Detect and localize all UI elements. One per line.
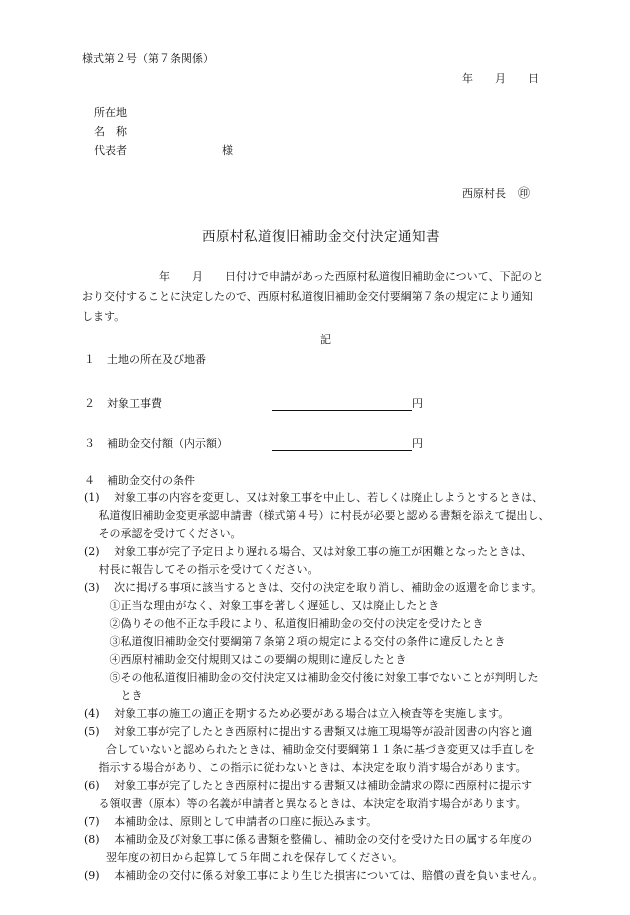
condition-line: 指示する場合があり、この指示に従わないときは、本決定を取り消す場合があります。 xyxy=(84,761,527,774)
item-4-number: ４ xyxy=(84,474,95,487)
honorific: 様 xyxy=(222,144,233,157)
condition-line: 翌年度の初日から起算して５年間これを保存してください。 xyxy=(84,851,403,864)
item-1-label: 土地の所在及び地番 xyxy=(107,353,206,366)
condition-line: (2) 対象工事が完了予定日より遅れる場合、又は対象工事の施工が困難となったときは、 xyxy=(84,545,533,558)
condition-line: (4) 対象工事の施工の適正を期するため必要がある場合は立入検査等を実施します。 xyxy=(84,707,510,720)
intro-line-1: 年 月 日付けで申請があった西原村私道復旧補助金について、下記のと xyxy=(82,270,544,283)
sender-block xyxy=(462,186,530,201)
item-2-number: ２ xyxy=(84,397,95,410)
item-2-amount-line xyxy=(272,397,412,411)
intro-line-2: おり交付することに決定したので、西原村私道復旧補助金交付要綱第７条の規定により通知 xyxy=(82,290,533,303)
condition-line: (6) 対象工事が完了したとき西原村に提出する書類又は補助金請求の際に西原村に提示す xyxy=(84,779,533,792)
item-2 xyxy=(84,396,162,411)
form-number: 様式第２号（第７条関係） xyxy=(82,52,214,65)
item-3 xyxy=(84,436,228,451)
item-3-unit: 円 xyxy=(412,437,423,450)
representative-label: 代表者 xyxy=(94,144,127,157)
condition-line: ⑤その他私道復旧補助金の交付決定又は補助金交付後に対象工事でないことが判明した xyxy=(84,671,539,684)
item-3-label: 補助金交付額（内示額） xyxy=(107,437,228,450)
address-label: 所在地 xyxy=(94,106,127,119)
condition-line: ④西原村補助金交付規則又はこの要綱の規則に違反したとき xyxy=(84,653,407,666)
item-2-amount xyxy=(272,396,423,411)
item-2-unit: 円 xyxy=(412,397,423,410)
condition-line: ①正当な理由がなく、対象工事を著しく遅延し、又は廃止したとき xyxy=(84,599,440,612)
condition-line: ③私道復旧補助金交付要綱第７条第２項の規定による交付の条件に違反したとき xyxy=(84,635,506,648)
intro-line-3: します。 xyxy=(82,310,126,323)
condition-line: 村長に報告してその指示を受けてください。 xyxy=(84,563,319,576)
condition-line: とき xyxy=(84,689,143,702)
condition-line: (7) 本補助金は、原則として申請者の口座に振込みます。 xyxy=(84,815,378,828)
seal-mark: ㊞ xyxy=(518,186,531,200)
condition-line: (8) 本補助金及び対象工事に係る書類を整備し、補助金の交付を受けた日の属する年度の xyxy=(84,833,533,846)
item-4 xyxy=(84,473,195,488)
condition-line: その承認を受けてください。 xyxy=(84,527,242,540)
document-title: 西原村私道復旧補助金交付決定通知書 xyxy=(202,229,440,245)
condition-line: る領収書（原本）等の名義が申請者と異なるときは、本決定を取消す場合があります。 xyxy=(84,797,527,810)
name-label: 名 称 xyxy=(94,125,127,138)
item-3-amount-line xyxy=(272,437,412,451)
condition-line: 私道復旧補助金変更承認申請書（様式第４号）に村長が必要と認める書類を添えて提出し、 xyxy=(84,509,550,522)
item-4-label: 補助金交付の条件 xyxy=(107,474,195,487)
condition-line: (9) 本補助金の交付に係る対象工事により生じた損害については、賠償の責を負いません。 xyxy=(84,869,544,882)
item-3-number: ３ xyxy=(84,437,95,450)
item-1 xyxy=(84,352,206,367)
condition-line: (3) 次に掲げる事項に該当するときは、交付の決定を取り消し、補助金の返還を命じます。 xyxy=(84,581,543,594)
condition-line: ②偽りその他不正な手段により、私道復旧補助金の交付の決定を受けたとき xyxy=(84,617,484,630)
item-3-amount xyxy=(272,436,423,451)
ki-mark: 記 xyxy=(320,333,331,346)
item-1-number: １ xyxy=(84,353,95,366)
condition-line: 合していないと認められたときは、補助金交付要綱第１１条に基づき変更又は手直しを xyxy=(84,743,535,756)
condition-line: (5) 対象工事が完了したとき西原村に提出する書類又は施工現場等が設計図書の内容と適 xyxy=(84,725,533,738)
condition-line: (1) 対象工事の内容を変更し、又は対象工事を中止し、若しくは廃止しようとするときは、 xyxy=(84,491,544,504)
item-2-label: 対象工事費 xyxy=(107,397,162,410)
date-line: 年 月 日 xyxy=(462,72,539,85)
sender-name: 西原村長 xyxy=(462,187,506,200)
